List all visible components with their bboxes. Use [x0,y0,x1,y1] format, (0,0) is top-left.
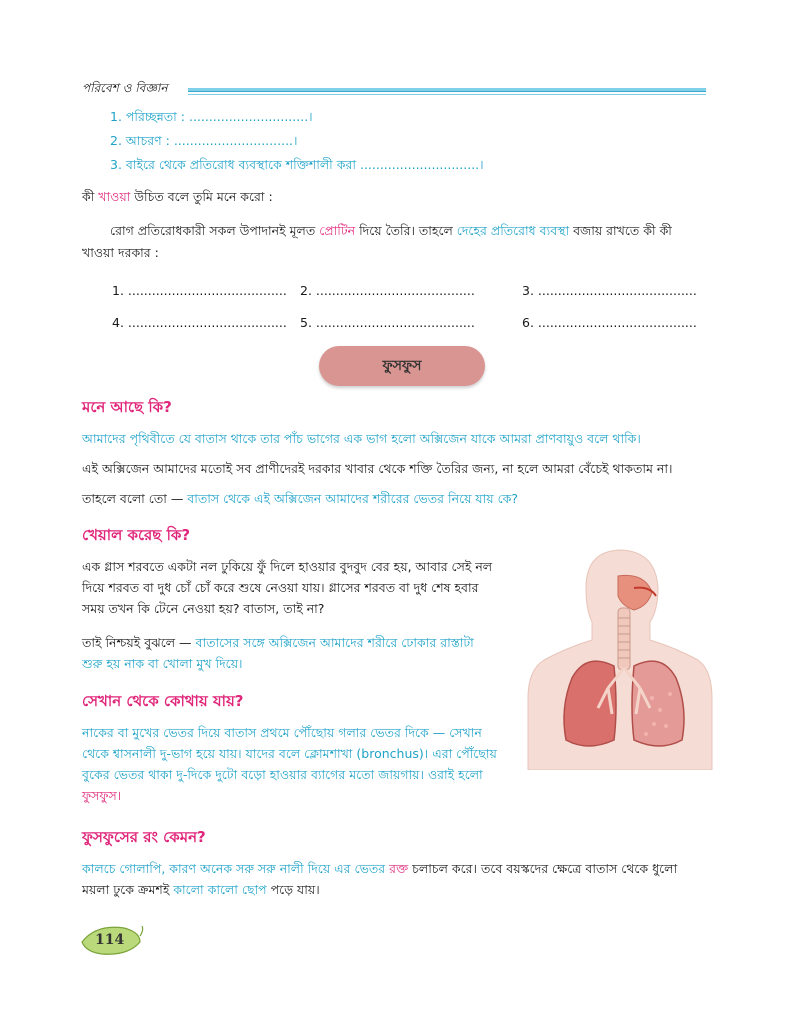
straw-paragraph: এক গ্লাস শরবতে একটা নল ঢুকিয়ে ফুঁ দিলে হাওয়ার বুদবুদ বের হয়, আবার সেই নল দিয়ে শরবত বা দুধ চোঁ চোঁ করে শুষে নেওয়া যায়। গ্লাসের শরবত বা দুধ শেষ হবার সময় তখন কি টেনে নেওয়া হয়? বাতাস, তাই না? [82,559,493,616]
blank-2: 2. ........................................ [300,283,475,298]
respiratory-system-icon [526,548,714,770]
blank-6: 6. ........................................ [522,315,697,330]
section-title-pill [319,346,485,386]
protein-paragraph: রোগ প্রতিরোধকারী সকল উপাদানই মূলত প্রোটিন দিয়ে তৈরি। তাহলে দেহের প্রতিরোধ ব্যবস্থা বজায় রাখতে কী কী [110,223,672,238]
header-title: পরিবেশ ও বিজ্ঞান [82,81,168,95]
list-item-3: 3. বাইরে থেকে প্রতিরোধ ব্যবস্থাকে শক্তিশালী করা ..............................। [110,157,484,172]
food-question: কী খাওয়া উচিত বলে তুমি মনে করো : [82,189,273,204]
oxygen-question-line: তাহলে বলো তো — বাতাস থেকে এই অক্সিজেন আমাদের শরীরের ভেতর নিয়ে যায় কে? [82,491,519,506]
airway-conclusion: তাই নিশ্চয়ই বুঝলে — বাতাসের সঙ্গে অক্সিজেন আমাদের শরীরে ঢোকার রাস্তাটা শুরু হয় নাক বা খোলা মুখ দিয়ে। [82,635,474,671]
oxygen-need-line: এই অক্সিজেন আমাদের মতোই সব প্রাণীদেরই দরকার খাবার থেকে শক্তি তৈরির জন্য, না হলে আমরা বেঁচেই থাকতাম না। [82,461,673,476]
section-title: ফুসফুস [382,358,422,374]
blank-5: 5. ........................................ [300,315,475,330]
blank-3: 3. ........................................ [522,283,697,298]
heading-where-goes: সেখান থেকে কোথায় যায়? [82,692,244,710]
protein-paragraph-line2: খাওয়া দরকার : [82,245,159,260]
blank-1: 1. ........................................ [112,283,287,298]
heading-lung-color: ফুসফুসের রং কেমন? [82,828,206,846]
bronchus-paragraph: নাকের বা মুখের ভেতর দিয়ে বাতাস প্রথমে পৌঁছোয় গলার ভেতর দিকে — সেখান থেকে শ্বাসনালী দু-ভাগ হয়ে যায়। যাদের বলে ক্লোমশাখা (bronchus)। এরা পৌঁছোয় বুকের ভেতর থাকা দু-দিকে দুটো বড়ো হাওয়ার ব্যাগের মতো জায়গায়। ওরাই হলো ফুসফুস। [82,725,497,803]
list-item-1: 1. পরিচ্ছন্নতা : ..............................। [110,109,313,124]
heading-noticed: খেয়াল করেছ কি? [82,526,191,544]
heading-remember: মনে আছে কি? [82,398,172,416]
page-number: 114 [95,932,125,948]
list-item-2: 2. আচরণ : ..............................। [110,133,298,148]
blank-4: 4. ........................................ [112,315,287,330]
lung-color-paragraph: কালচে গোলাপি, কারণ অনেক সরু সরু নালী দিয়ে এর ভেতর রক্ত চলাচল করে। তবে বয়স্কদের ক্ষেত্রে বাতাস থেকে ধুলো ময়লা ঢুকে ক্রমশই কালো কালো ছোপ পড়ে যায়। [82,861,678,897]
header-rule [188,88,706,92]
header-rule-thin [188,94,706,95]
oxygen-fact-line: আমাদের পৃথিবীতে যে বাতাস থাকে তার পাঁচ ভাগের এক ভাগ হলো অক্সিজেন যাকে আমরা প্রাণবায়ুও বলে থাকি। [82,431,641,446]
